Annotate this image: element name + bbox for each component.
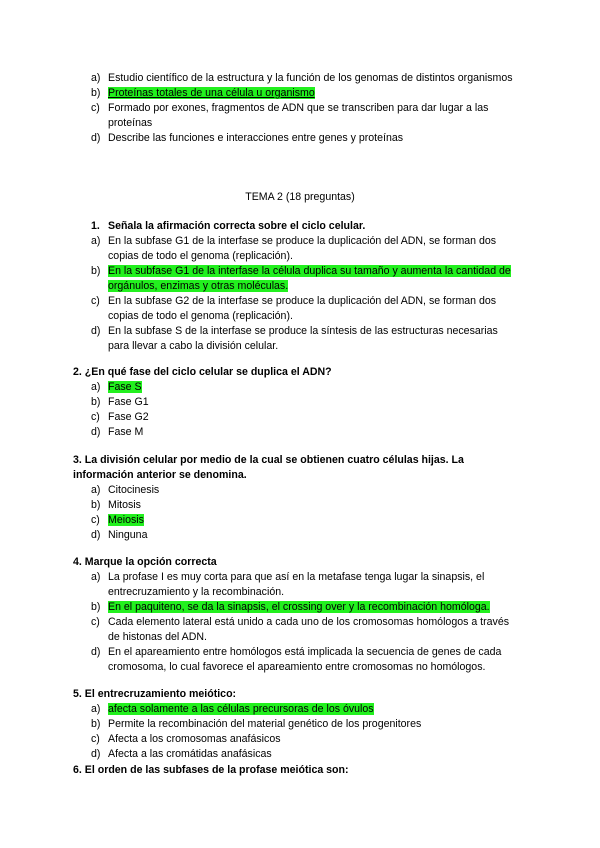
option-label: d)	[91, 132, 101, 144]
q3-option-a	[0, 483, 600, 498]
option-label: a)	[91, 703, 101, 715]
q1-option-c	[0, 294, 600, 324]
option-text: La profase I es muy corta para que así en la metafase tenga lugar la sinapsis, el entrecruzamiento y la recombinación.	[108, 571, 485, 598]
option-label: d)	[91, 426, 101, 438]
question-1	[0, 219, 600, 354]
q2-option-d	[0, 425, 600, 440]
option-label: a)	[91, 235, 101, 247]
question-3	[0, 453, 600, 543]
question-2	[0, 365, 600, 440]
q5-option-d	[0, 747, 600, 762]
question-text: 4. Marque la opción correcta	[73, 556, 217, 568]
option-label: c)	[91, 295, 100, 307]
option-label: b)	[91, 396, 101, 408]
intro-option-b	[0, 86, 600, 101]
option-label: c)	[91, 411, 100, 423]
option-text: Estudio científico de la estructura y la función de los genomas de distintos organismos	[108, 72, 513, 84]
intro-option-a	[0, 71, 600, 86]
option-text-highlighted: En la subfase G1 de la interfase la célula duplica su tamaño y aumenta la cantidad de orgánulos, enzimas y otras moléculas.	[108, 265, 511, 292]
option-text: Fase G1	[108, 396, 149, 408]
option-label: d)	[91, 529, 101, 541]
question-number: 1.	[91, 220, 100, 232]
option-text-highlighted: Fase S	[108, 381, 142, 393]
q1-option-a	[0, 234, 600, 264]
q4-option-c	[0, 615, 600, 645]
option-text: Citocinesis	[108, 484, 160, 496]
option-text: En el apareamiento entre homólogos está implicada la secuencia de genes de cada cromosoma, lo cual favorece el apareamiento entre cromosomas no homólogos.	[108, 646, 502, 673]
question-5	[0, 687, 600, 762]
option-label: b)	[91, 499, 101, 511]
option-text: Permite la recombinación del material genético de los progenitores	[108, 718, 422, 730]
question-4	[0, 555, 600, 675]
option-label: d)	[91, 748, 101, 760]
q4-option-b	[0, 600, 600, 615]
question-text: 5. El entrecruzamiento meiótico:	[73, 688, 237, 700]
option-label: b)	[91, 601, 101, 613]
option-text: Cada elemento lateral está unido a cada uno de los cromosomas homólogos a través de histonas del ADN.	[108, 616, 510, 643]
option-text: Describe las funciones e interacciones entre genes y proteínas	[108, 132, 404, 144]
option-label: a)	[91, 484, 101, 496]
q2-option-a	[0, 380, 600, 395]
question-text: 3. La división celular por medio de la cual se obtienen cuatro células hijas. La información anterior se denomina.	[73, 454, 464, 481]
option-text: En la subfase G2 de la interfase se produce la duplicación del ADN, se forman dos copias de todo el genoma (replicación).	[108, 295, 497, 322]
question-text: 6. El orden de las subfases de la profase meiótica son:	[73, 764, 349, 776]
intro-option-d	[0, 131, 600, 146]
question-6	[0, 763, 600, 778]
q1-option-b	[0, 264, 600, 294]
q3-option-b	[0, 498, 600, 513]
option-text-highlighted: Meiosis	[108, 514, 144, 526]
option-text: Fase G2	[108, 411, 149, 423]
option-label: c)	[91, 514, 100, 526]
option-text: En la subfase S de la interfase se produce la síntesis de las estructuras necesarias para llevar a cabo la división celular.	[108, 325, 498, 352]
option-label: b)	[91, 718, 101, 730]
q2-option-b	[0, 395, 600, 410]
option-text: Fase M	[108, 426, 144, 438]
q3-option-d	[0, 528, 600, 543]
q5-option-b	[0, 717, 600, 732]
q4-option-d	[0, 645, 600, 675]
q2-option-c	[0, 410, 600, 425]
option-label: a)	[91, 381, 101, 393]
q4-option-a	[0, 570, 600, 600]
q1-option-d	[0, 324, 600, 354]
option-text: Mitosis	[108, 499, 141, 511]
option-text: Formado por exones, fragmentos de ADN que se transcriben para dar lugar a las proteínas	[108, 102, 489, 129]
intro-options	[0, 71, 600, 146]
option-label: a)	[91, 571, 101, 583]
option-label: c)	[91, 733, 100, 745]
option-text-highlighted: Proteínas totales de una célula u organismo	[108, 87, 315, 99]
option-text: Afecta a las cromátidas anafásicas	[108, 748, 272, 760]
option-label: c)	[91, 102, 100, 114]
intro-option-c	[0, 101, 600, 131]
option-label: a)	[91, 72, 101, 84]
question-text: 2. ¿En qué fase del ciclo celular se duplica el ADN?	[73, 366, 332, 378]
option-label: b)	[91, 265, 101, 277]
option-text-highlighted: En el paquiteno, se da la sinapsis, el crossing over y la recombinación homóloga.	[108, 601, 490, 613]
q5-option-c	[0, 732, 600, 747]
question-label: Señala la afirmación correcta sobre el ciclo celular.	[108, 220, 366, 232]
option-label: d)	[91, 325, 101, 337]
option-text: Afecta a los cromosomas anafásicos	[108, 733, 281, 745]
option-text-highlighted: afecta solamente a las células precursoras de los óvulos	[108, 703, 374, 715]
option-label: b)	[91, 87, 101, 99]
option-text: En la subfase G1 de la interfase se produce la duplicación del ADN, se forman dos copias de todo el genoma (replicación).	[108, 235, 497, 262]
section-title: TEMA 2 (18 preguntas)	[245, 191, 355, 203]
option-text: Ninguna	[108, 529, 148, 541]
q3-option-c	[0, 513, 600, 528]
option-label: d)	[91, 646, 101, 658]
option-label: c)	[91, 616, 100, 628]
question-text	[0, 219, 600, 234]
q5-option-a	[0, 702, 600, 717]
